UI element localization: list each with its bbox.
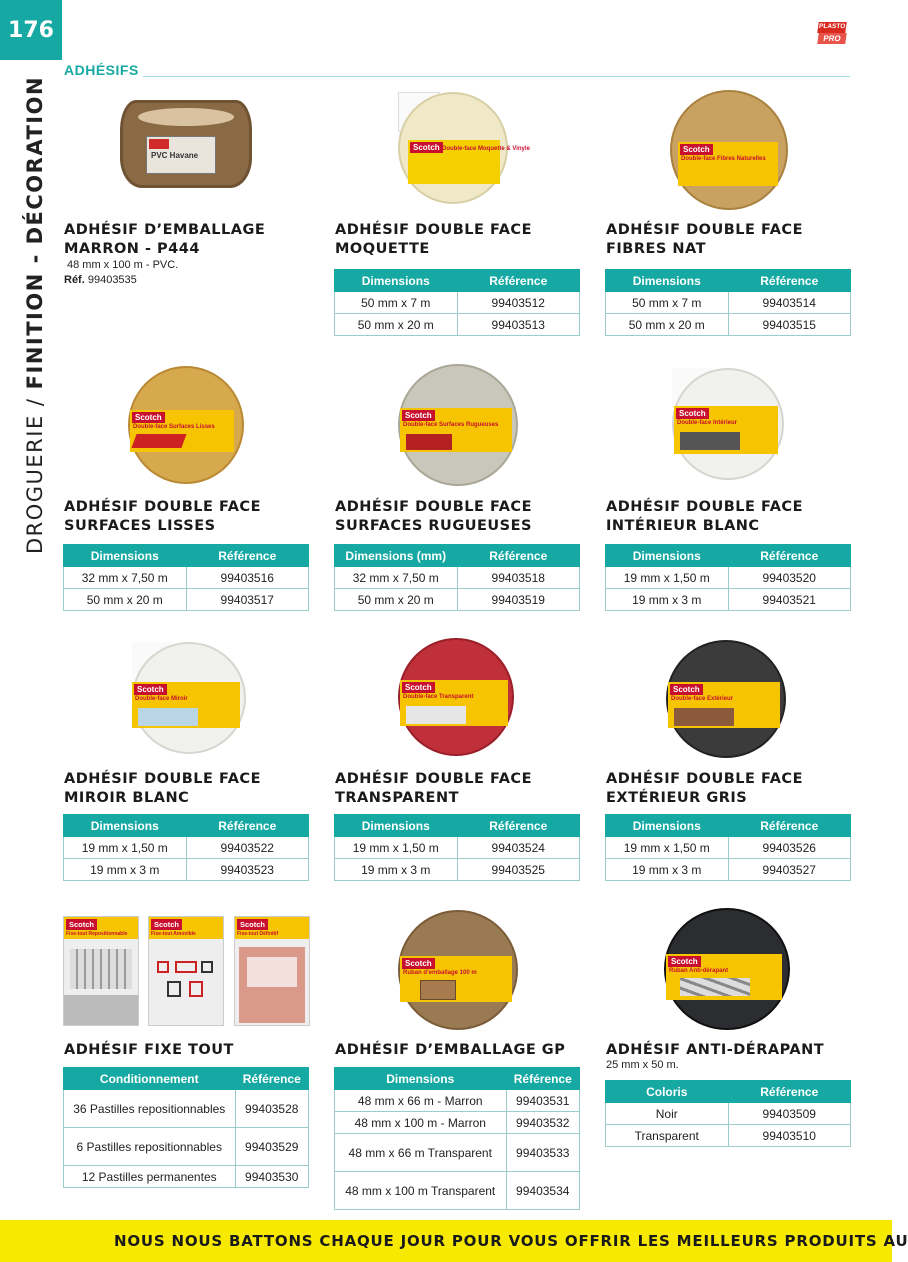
product-image-miroir-blanc: Scotch Double-face Miroir xyxy=(132,642,246,754)
footer-banner xyxy=(0,1220,908,1262)
spec-table: Dimensions (mm) Référence 32 mm x 7,50 m 99403518 50 mm x 20 m 99403519 xyxy=(334,544,580,611)
plastopro-logo: PLASTO PRO xyxy=(818,23,846,43)
product-title: ADHÉSIF DOUBLE FACE EXTÉRIEUR GRIS xyxy=(606,771,803,806)
side-label-category: DROGUERIE xyxy=(23,414,47,555)
section-title: ADHÉSIFS xyxy=(64,62,139,78)
product-title: ADHÉSIF DOUBLE FACE SURFACES LISSES xyxy=(64,499,261,534)
table-row: 32 mm x 7,50 m 99403516 xyxy=(64,567,309,589)
table-row: 50 mm x 20 m 99403513 xyxy=(335,314,580,336)
spec-table: Dimensions Référence 19 mm x 1,50 m 99403522 19 mm x 3 m 99403523 xyxy=(63,814,309,881)
spec-table: Dimensions Référence 19 mm x 1,50 m 99403524 19 mm x 3 m 99403525 xyxy=(334,814,580,881)
product-image-fibres-nat: Scotch Double-face Fibres Naturelles xyxy=(670,90,788,210)
product-image-emballage-gp: Scotch Ruban d’emballage 100 m xyxy=(398,910,518,1030)
table-row: 50 mm x 7 m 99403512 xyxy=(335,292,580,314)
spec-table: Dimensions Référence 48 mm x 66 m - Marron 99403531 48 mm x 100 m - Marron 99403532 48 mm x 66 m Transparent 99403533 48 mm x 100 m Transparent 99403534 xyxy=(334,1067,580,1210)
product-image-exterieur-gris: Scotch Double-face Extérieur xyxy=(666,640,786,758)
side-label-subcategory: FINITION - DÉCORATION xyxy=(23,75,47,390)
table-row: Noir 99403509 xyxy=(606,1103,851,1125)
table-row: 19 mm x 3 m 99403523 xyxy=(64,859,309,881)
side-category-label: DROGUERIE / FINITION - DÉCORATION xyxy=(23,75,47,555)
table-row: Transparent 99403510 xyxy=(606,1125,851,1147)
table-row: 36 Pastilles repositionnables 99403528 xyxy=(64,1090,309,1128)
product-image-emballage-marron: PVC Havane xyxy=(120,100,252,188)
table-row: 19 mm x 3 m 99403525 xyxy=(335,859,580,881)
spec-table: Dimensions Référence 19 mm x 1,50 m 99403526 19 mm x 3 m 99403527 xyxy=(605,814,851,881)
table-row: 6 Pastilles repositionnables 99403529 xyxy=(64,1128,309,1166)
table-row: 50 mm x 20 m 99403519 xyxy=(335,589,580,611)
product-image-anti-derapant: Scotch Ruban Anti-dérapant xyxy=(664,908,790,1030)
product-description: 25 mm x 50 m. xyxy=(606,1059,679,1071)
table-row: 19 mm x 3 m 99403521 xyxy=(606,589,851,611)
product-title: ADHÉSIF D’EMBALLAGE MARRON - P444 xyxy=(64,222,266,257)
table-row: 19 mm x 1,50 m 99403522 xyxy=(64,837,309,859)
spec-table: Dimensions Référence 32 mm x 7,50 m 99403516 50 mm x 20 m 99403517 xyxy=(63,544,309,611)
product-title: ADHÉSIF DOUBLE FACE MIROIR BLANC xyxy=(64,771,261,806)
table-row: 50 mm x 20 m 99403517 xyxy=(64,589,309,611)
table-row: 19 mm x 1,50 m 99403526 xyxy=(606,837,851,859)
table-row: 19 mm x 1,50 m 99403520 xyxy=(606,567,851,589)
product-image-transparent: Scotch Double-face Transparent xyxy=(398,638,514,756)
spec-table: Conditionnement Référence 36 Pastilles repositionnables 99403528 6 Pastilles repositionnables 99403529 12 Pastilles permanentes 99403530 xyxy=(63,1067,309,1188)
product-image-surfaces-lisses: Scotch Double-face Surfaces Lisses xyxy=(128,366,244,484)
section-divider xyxy=(143,76,850,77)
spec-table: Dimensions Référence 50 mm x 7 m 99403512 50 mm x 20 m 99403513 xyxy=(334,269,580,336)
product-title: ADHÉSIF ANTI-DÉRAPANT xyxy=(606,1042,825,1058)
product-image-fixe-tout-1: Scotch Fixe-tout Repositionnable xyxy=(63,916,139,1026)
table-row: 12 Pastilles permanentes 99403530 xyxy=(64,1166,309,1188)
product-reference: Réf. 99403535 xyxy=(64,274,137,286)
table-row: 48 mm x 66 m Transparent 99403533 xyxy=(335,1134,580,1172)
product-image-fixe-tout-2: Scotch Fixe-tout Amovible xyxy=(148,916,224,1026)
product-title: ADHÉSIF DOUBLE FACE SURFACES RUGUEUSES xyxy=(335,499,532,534)
table-row: 19 mm x 1,50 m 99403524 xyxy=(335,837,580,859)
product-image-moquette: Scotch Double-face Moquette & Vinyle xyxy=(398,92,508,204)
product-title: ADHÉSIF D’EMBALLAGE GP xyxy=(335,1042,566,1058)
table-row: 48 mm x 100 m Transparent 99403534 xyxy=(335,1172,580,1210)
table-row: 32 mm x 7,50 m 99403518 xyxy=(335,567,580,589)
table-row: 19 mm x 3 m 99403527 xyxy=(606,859,851,881)
product-title: ADHÉSIF FIXE TOUT xyxy=(64,1042,234,1058)
spec-table: Dimensions Référence 50 mm x 7 m 99403514 50 mm x 20 m 99403515 xyxy=(605,269,851,336)
product-title: ADHÉSIF DOUBLE FACE INTÉRIEUR BLANC xyxy=(606,499,803,534)
table-row: 48 mm x 100 m - Marron 99403532 xyxy=(335,1112,580,1134)
product-image-interieur-blanc: Scotch Double-face Intérieur xyxy=(672,368,784,480)
spec-table: Dimensions Référence 19 mm x 1,50 m 99403520 19 mm x 3 m 99403521 xyxy=(605,544,851,611)
table-row: 50 mm x 7 m 99403514 xyxy=(606,292,851,314)
footer-text: NOUS NOUS BATTONS CHAQUE JOUR POUR VOUS OFFRIR LES MEILLEURS PRODUITS AU xyxy=(114,1232,908,1250)
product-image-surfaces-rugueuses: Scotch Double-face Surfaces Rugueuses xyxy=(398,364,518,486)
product-title: ADHÉSIF DOUBLE FACE FIBRES NAT xyxy=(606,222,803,257)
product-description: 48 mm x 100 m - PVC. xyxy=(67,259,179,271)
product-image-fixe-tout-3: Scotch Fixe-tout Définitif xyxy=(234,916,310,1026)
product-title: ADHÉSIF DOUBLE FACE MOQUETTE xyxy=(335,222,532,257)
spec-table: Coloris Référence Noir 99403509 Transparent 99403510 xyxy=(605,1080,851,1147)
product-title: ADHÉSIF DOUBLE FACE TRANSPARENT xyxy=(335,771,532,806)
table-row: 50 mm x 20 m 99403515 xyxy=(606,314,851,336)
table-row: 48 mm x 66 m - Marron 99403531 xyxy=(335,1090,580,1112)
page-number: 176 xyxy=(0,0,62,60)
